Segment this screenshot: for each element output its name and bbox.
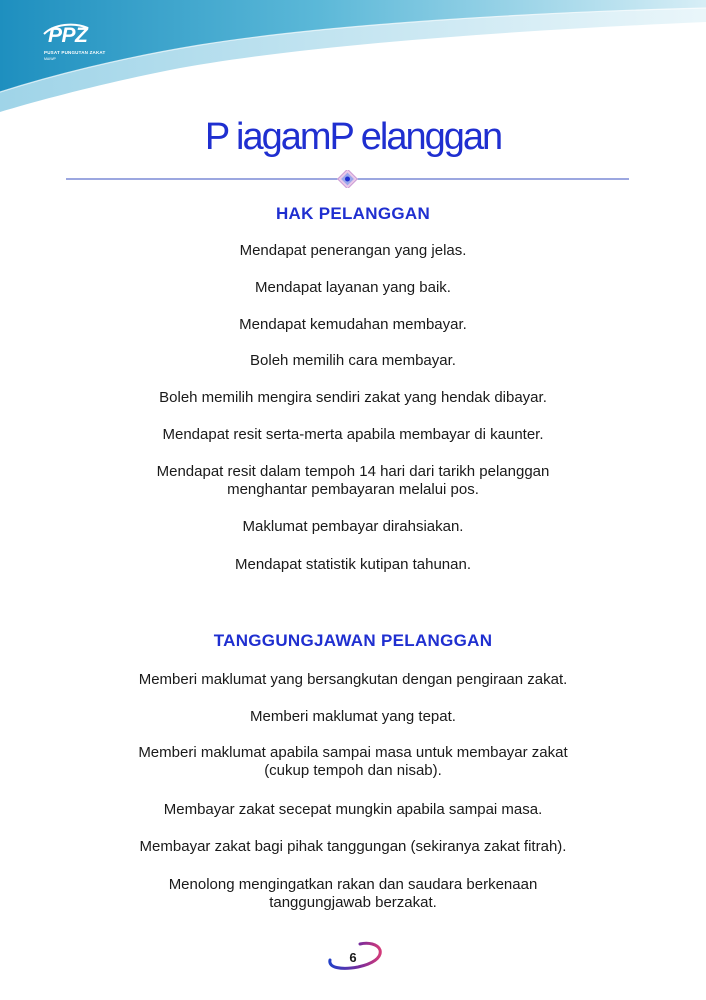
list-item: Boleh memilih cara membayar.: [250, 352, 456, 369]
page-title: P iagamP elanggan: [204, 116, 502, 158]
list-item: Memberi maklumat yang bersangkutan dengan pengiraan zakat.: [138, 671, 568, 688]
list-item: Mendapat resit dalam tempoh 14 hari dari tarikh pelanggan menghantar pembayaran melalui pos.: [156, 463, 550, 498]
list-item: Maklumat pembayar dirahsiakan.: [242, 518, 464, 535]
list-item: Mendapat resit serta-merta apabila membayar di kaunter.: [162, 426, 544, 443]
list-item: Menolong mengingatkan rakan dan saudara berkenaan tanggungjawab berzakat.: [168, 876, 538, 911]
title-divider: [66, 170, 629, 188]
list-item: Mendapat layanan yang baik.: [255, 279, 451, 296]
section-heading-tanggungjawab: TANGGUNGJAWAN PELANGGAN: [213, 631, 493, 650]
list-item: Boleh memilih mengira sendiri zakat yang hendak dibayar.: [159, 389, 547, 406]
logo-text: PPZ: [48, 24, 88, 47]
page-number: 6: [349, 950, 357, 965]
list-item: Memberi maklumat apabila sampai masa untuk membayar zakat (cukup tempoh dan nisab).: [138, 744, 568, 779]
list-item: Mendapat kemudahan membayar.: [239, 316, 467, 333]
section-heading-hak: HAK PELANGGAN: [275, 204, 431, 223]
logo-subtitle: PUSAT PUNGUTAN ZAKAT: [44, 50, 106, 55]
list-item: Membayar zakat bagi pihak tanggungan (sekiranya zakat fitrah).: [139, 838, 567, 855]
list-item: Membayar zakat secepat mungkin apabila sampai masa.: [163, 801, 543, 818]
list-item: Mendapat penerangan yang jelas.: [239, 242, 467, 259]
ornament-icon: [338, 170, 358, 188]
list-item: Mendapat statistik kutipan tahunan.: [235, 556, 471, 573]
logo-subtitle-2: MAIWP: [44, 57, 56, 61]
list-item: Memberi maklumat yang tepat.: [250, 708, 456, 725]
